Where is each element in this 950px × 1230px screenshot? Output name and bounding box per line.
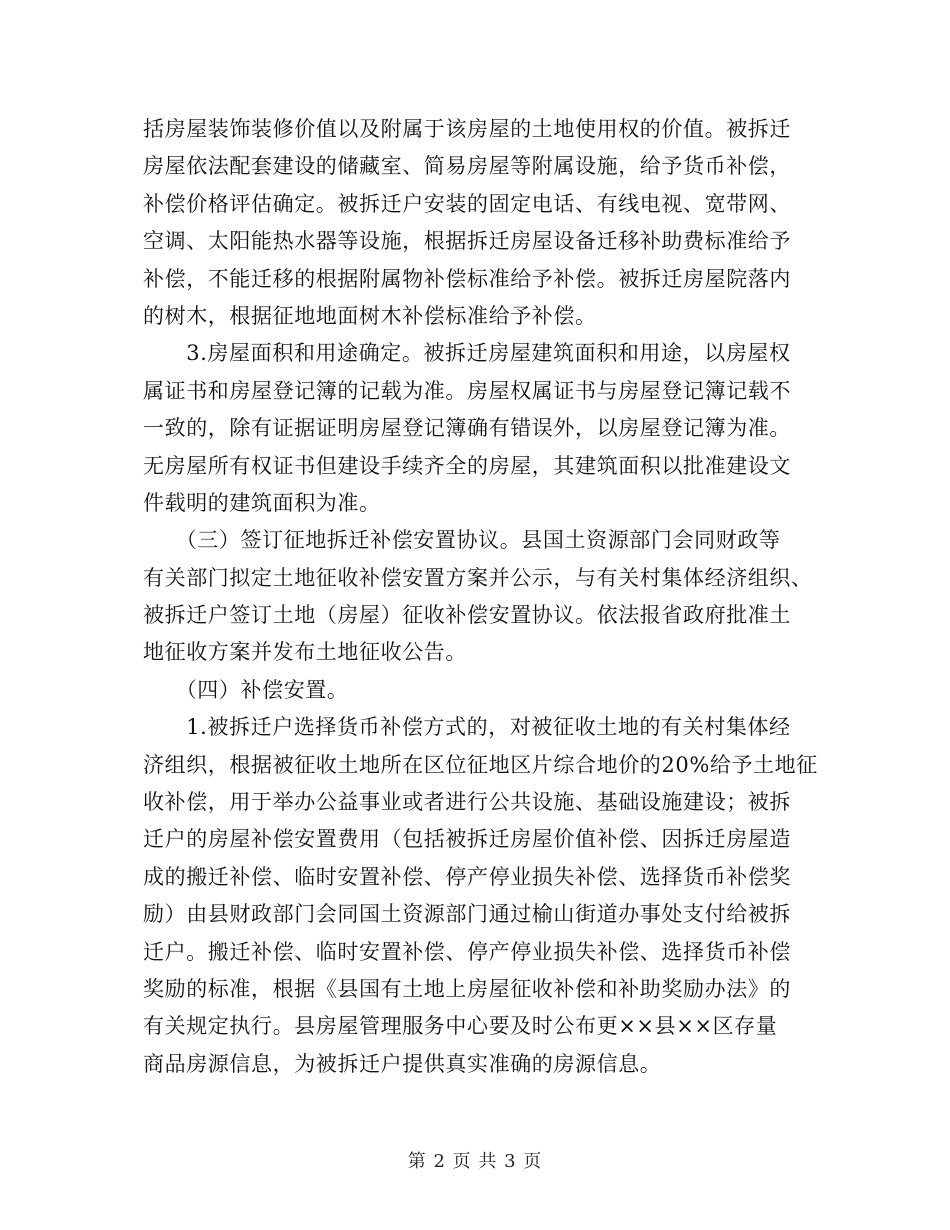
paragraph-line: 1.被拆迁户选择货币补偿方式的，对被征收土地的有关村集体经	[143, 715, 791, 740]
paragraph-line: 奖励的标准，根据《县国有土地上房屋征收补偿和补助奖励办法》的	[143, 976, 791, 1001]
paragraph-line: 有关规定执行。县房屋管理服务中心要及时公布更××县××区存量	[143, 1014, 778, 1039]
page-number-footer: 第 2 页 共 3 页	[407, 1151, 543, 1172]
paragraph-line: 补偿，不能迁移的根据附属物补偿标准给予补偿。被拆迁房屋院落内	[143, 266, 791, 291]
paragraph-line: 成的搬迁补偿、临时安置补偿、停产停业损失补偿、选择货币补偿奖	[143, 864, 791, 889]
document-body	[143, 111, 818, 1083]
paragraph-line: 地征收方案并发布土地征收公告。	[143, 640, 467, 665]
paragraph-line: 件载明的建筑面积为准。	[143, 490, 381, 515]
paragraph-line: 一致的，除有证据证明房屋登记簿确有错误外，以房屋登记簿为准。	[143, 416, 791, 441]
paragraph-line: 收补偿，用于举办公益事业或者进行公共设施、基础设施建设；被拆	[143, 790, 791, 815]
paragraph-line: 空调、太阳能热水器等设施，根据拆迁房屋设备迁移补助费标准给予	[143, 229, 791, 254]
paragraph-line: 迁户的房屋补偿安置费用（包括被拆迁房屋价值补偿、因拆迁房屋造	[143, 827, 791, 852]
paragraph-line: 括房屋装饰装修价值以及附属于该房屋的土地使用权的价值。被拆迁	[143, 117, 791, 141]
paragraph-line: 属证书和房屋登记簿的记载为准。房屋权属证书与房屋登记簿记载不	[143, 378, 791, 403]
paragraph-line: 有关部门拟定土地征收补偿安置方案并公示，与有关村集体经济组织、	[143, 565, 813, 590]
paragraph-line: 商品房源信息，为被拆迁户提供真实准确的房源信息。	[143, 1051, 662, 1076]
paragraph-line: 3.房屋面积和用途确定。被拆迁房屋建筑面积和用途，以房屋权	[143, 341, 791, 366]
paragraph-line: 无房屋所有权证书但建设手续齐全的房屋，其建筑面积以批准建设文	[143, 453, 791, 478]
paragraph-line: 济组织，根据被征收土地所在区位征地区片综合地价的20%给予土地征	[143, 752, 818, 777]
paragraph-line: 励）由县财政部门会同国土资源部门通过榆山街道办事处支付给被拆	[143, 902, 791, 927]
paragraph-line: （三）签订征地拆迁补偿安置协议。县国土资源部门会同财政等	[143, 528, 781, 553]
paragraph-line: 房屋依法配套建设的储藏室、简易房屋等附属设施，给予货币补偿，	[143, 154, 791, 179]
paragraph-line: 补偿价格评估确定。被拆迁户安装的固定电话、有线电视、宽带网、	[143, 191, 791, 216]
paragraph-line: 的树木，根据征地地面树木补偿标准给予补偿。	[143, 303, 597, 328]
paragraph-line: （四）补偿安置。	[143, 677, 349, 702]
paragraph-line: 迁户。搬迁补偿、临时安置补偿、停产停业损失补偿、选择货币补偿	[143, 939, 791, 964]
paragraph-line: 被拆迁户签订土地（房屋）征收补偿安置协议。依法报省政府批准土	[143, 603, 791, 628]
